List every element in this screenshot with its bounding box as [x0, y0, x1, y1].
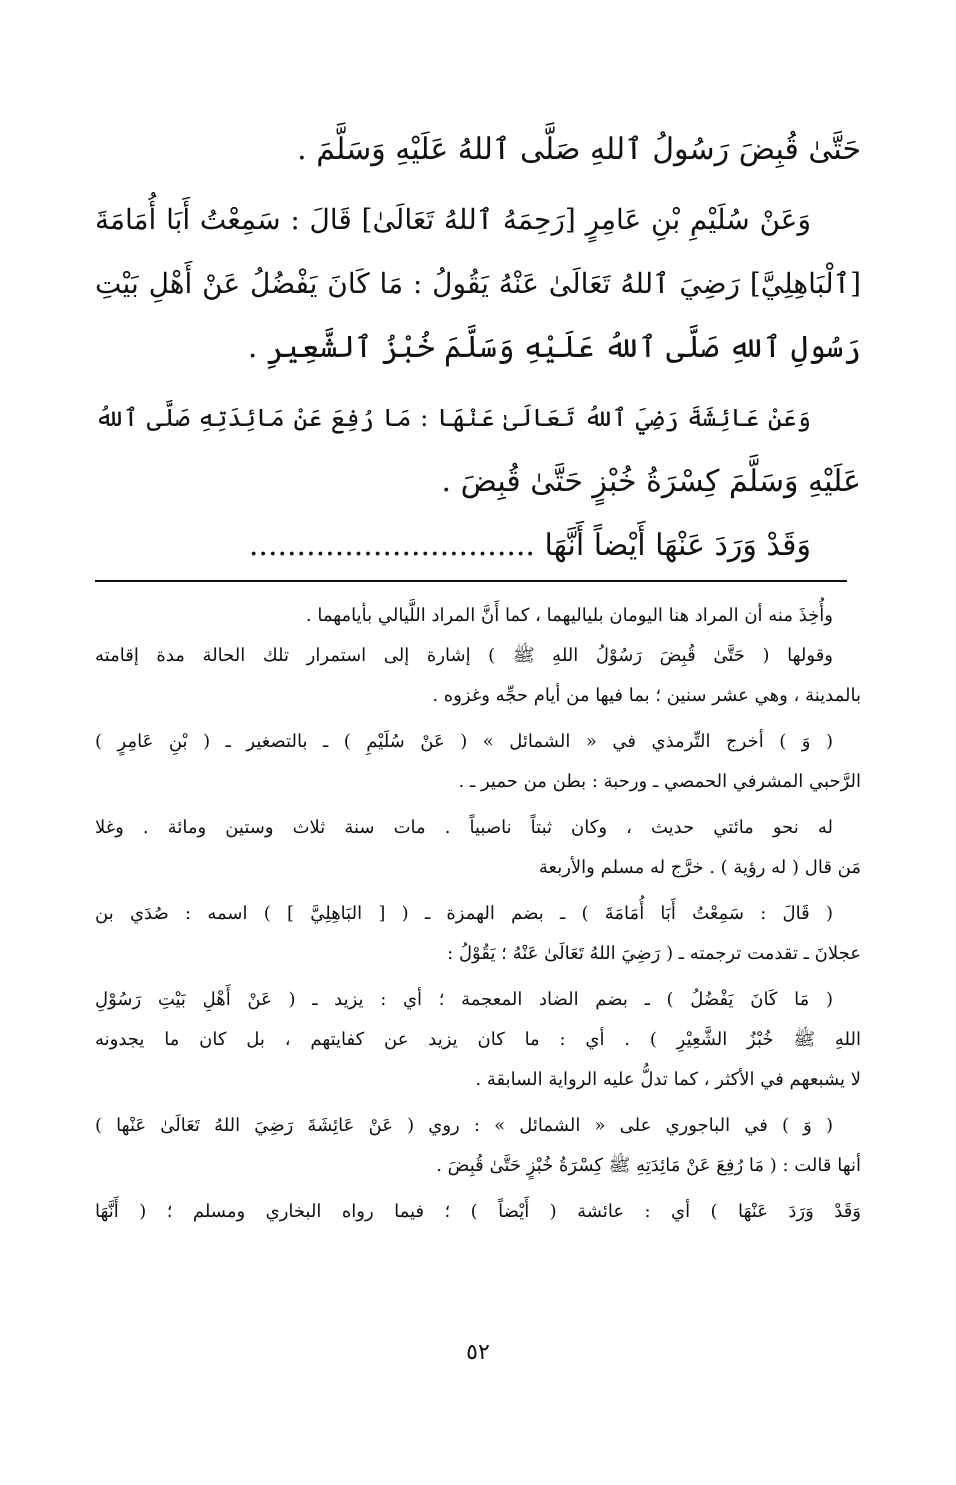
commentary-line: وَقَدْ وَرَدَ عَنْهَا ) أي : عائشة ( أَيْضاً ) ؛ فيما رواه البخاري ومسلم ؛ ( أَنَّهَا [95, 1201, 861, 1222]
commentary-line: عجلانَ ـ تقدمت ترجمته ـ ( رَضِيَ اللهُ تَعَالَىٰ عَنْهُ ؛ يَقُوْلُ : [447, 943, 861, 964]
commentary-line: ( وَ ) أخرج التِّرمذي في « الشمائل » ( عَنْ سُلَيْمِ ) ـ بالتصغير ـ ( بْنِ عَامِرٍ ) [95, 731, 833, 752]
commentary-line: الرَّحبي المشرفي الحمصي ـ ورحبة : بطن من حمير ـ . [458, 771, 861, 792]
ellipsis-dots: .............................. [248, 528, 535, 563]
commentary-line: اللهِ ﷺ خُبْزُ الشَّعِيْرِ ) . أي : ما كان يزيد عن كفايتهم ، بل كان ما يجدونه [95, 1029, 861, 1050]
main-text-line: رَسُولِ ٱللهِ صَلَّى ٱللهُ عَلَيْهِ وَسَلَّمَ خُبْزُ ٱلشَّعِيرِ . [247, 330, 861, 365]
main-text-line: حَتَّىٰ قُبِضَ رَسُولُ ٱللهِ صَلَّى ٱللهُ عَلَيْهِ وَسَلَّمَ . [297, 132, 861, 167]
commentary-line: بالمدينة ، وهي عشر سنين ؛ بما فيها من أيام حجِّه وغزوه . [432, 685, 861, 706]
main-text-line-continued [95, 514, 861, 578]
main-text-line: عَلَيْهِ وَسَلَّمَ كِسْرَةُ خُبْزٍ حَتَّىٰ قُبِضَ . [441, 464, 861, 499]
main-text-line: وَعَنْ سُلَيْمِ بْنِ عَامِرٍ [رَحِمَهُ ٱللهُ تَعَالَىٰ] قَالَ : سَمِعْتُ أَبَا أُمَامَةَ [95, 203, 811, 236]
main-text-line: [ٱلْبَاهِلِيَّ] رَضِيَ ٱللهُ تَعَالَىٰ عَنْهُ يَقُولُ : مَا كَانَ يَفْضُلُ عَنْ أَهْلِ بَيْتِ [95, 267, 861, 300]
commentary-block [95, 596, 861, 1232]
commentary-line: لا يشبعهم في الأكثر ، كما تدلُّ عليه الرواية السابقة . [475, 1069, 861, 1090]
main-text-line: وَعَنْ عَائِشَةَ رَضِيَ ٱللهُ تَعَالَىٰ عَنْهَا : مَا رُفِعَ عَنْ مَائِدَتِهِ صَلَّى ٱللهُ [95, 403, 811, 432]
commentary-line: ( قَالَ : سَمِعْتُ أَبَا أُمَامَةَ ) ـ بضم الهمزة ـ ( [ البَاهِلِيَّ ] ) اسمه : صُدَي بن [95, 903, 833, 924]
commentary-line: ( وَ ) في الباجوري على « الشمائل » : روي ( عَنْ عَائِشَةَ رَضِيَ اللهُ تَعَالَىٰ عَنْها ) [95, 1115, 833, 1136]
commentary-line: مَن قال ( له رؤية ) . خرَّج له مسلم والأربعة [538, 857, 861, 878]
commentary-line: له نحو مائتي حديث ، وكان ثبتاً ناصبياً . مات سنة ثلاث وستين ومائة . وغلا [95, 817, 833, 838]
main-text-line: وَقَدْ وَرَدَ عَنْهَا أَيْضاً أَنَّهَا [544, 528, 811, 563]
main-text-block [95, 118, 861, 578]
footnote-separator [95, 580, 847, 582]
commentary-line: وقولها ( حَتَّىٰ قُبِضَ رَسُوْلُ اللهِ ﷺ ) إشارة إلى استمرار تلك الحالة مدة إقامته [95, 645, 833, 666]
commentary-line: أنها قالت : ( مَا رُفِعَ عَنْ مَائِدَتِهِ ﷺ كِسْرَةُ خُبْزٍ حَتَّىٰ قُبِضَ . [436, 1155, 861, 1176]
page-number: ٥٢ [466, 1340, 490, 1365]
commentary-line: ( مَا كَانَ يَفْضُلُ ) ـ بضم الضاد المعجمة ؛ أي : يزيد ـ ( عَنْ أَهْلِ بَيْتِ رَسُوْلِ [95, 989, 833, 1010]
commentary-line: وأُخِذَ منه أن المراد هنا اليومان بلياليهما ، كما أَنَّ المراد اللَّيالي بأيامهما . [305, 605, 833, 626]
